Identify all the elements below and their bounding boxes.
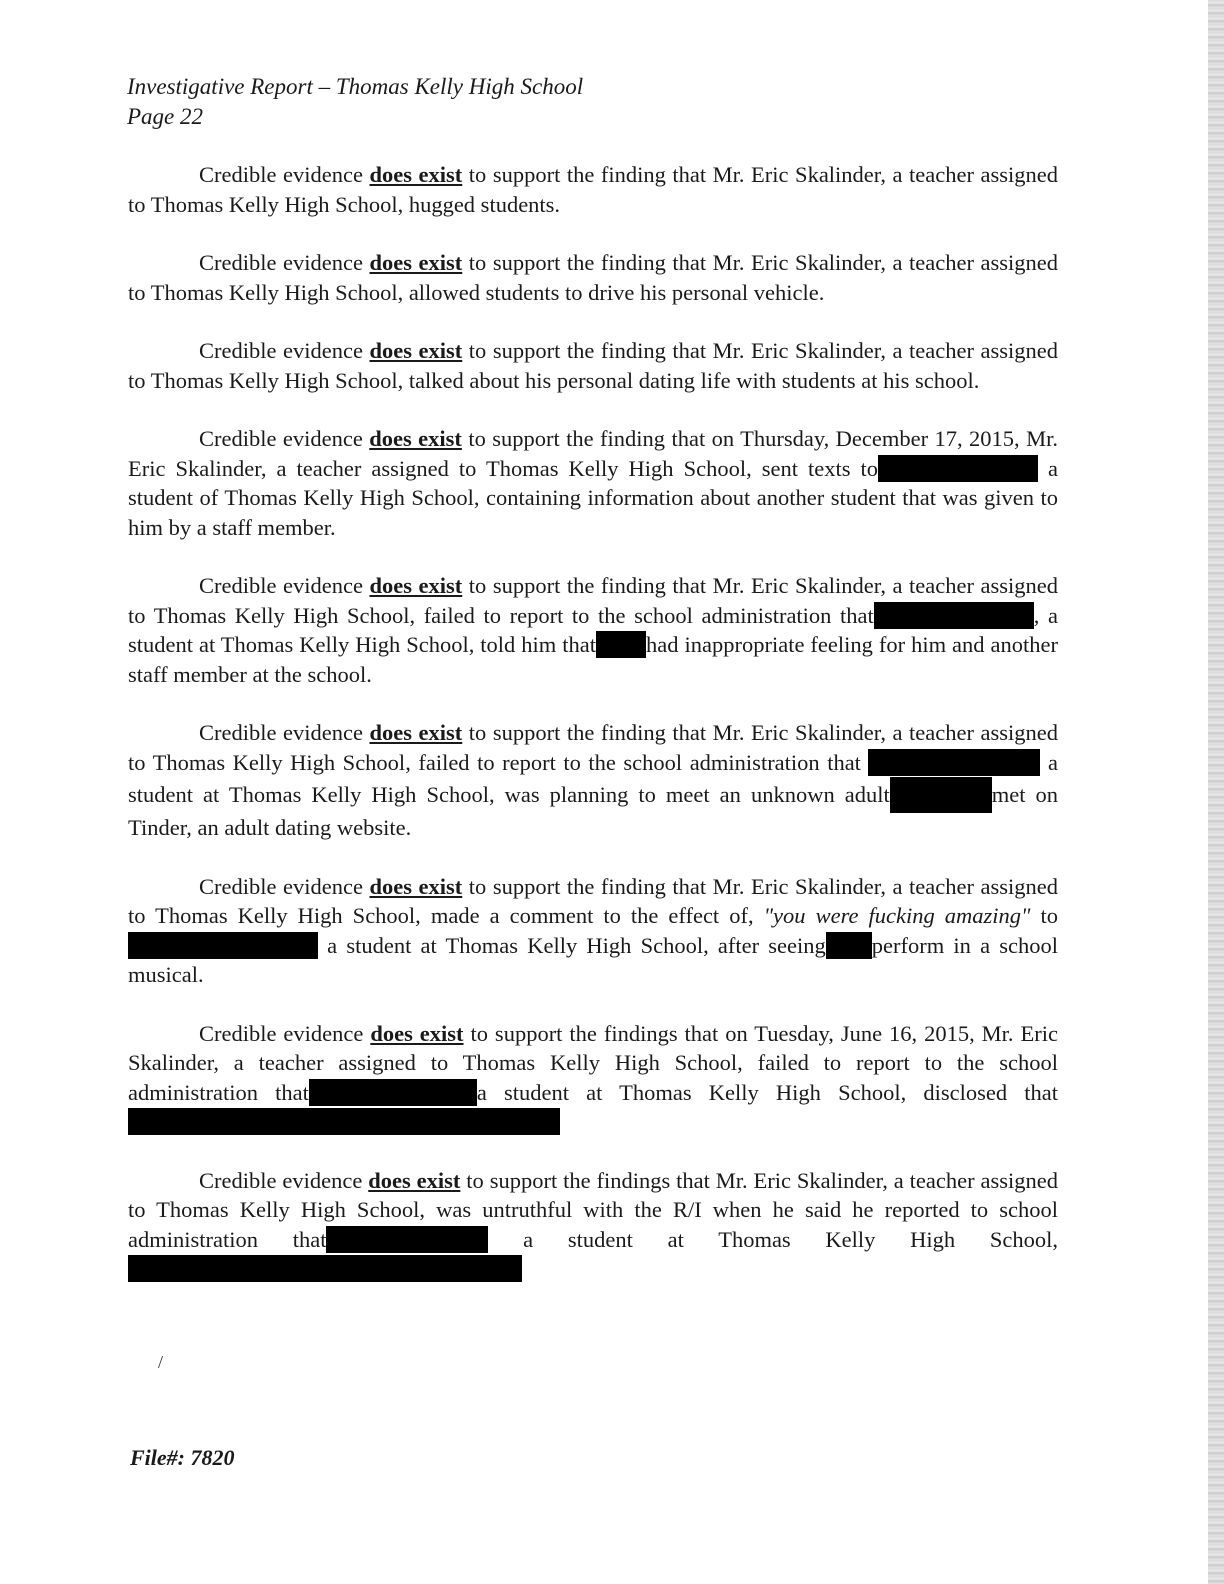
emphasis: does exist <box>369 250 463 275</box>
text-run: a student of Thomas Kelly High School, containing information about another student that was given to him by a staff member. <box>128 455 1058 540</box>
redaction-bar <box>128 1108 560 1135</box>
text-run: to support the finding that Mr. Eric Skalinder, a teacher assigned to Thomas Kelly High School, talked about his personal dating life with students at his school. <box>128 338 1058 393</box>
redaction-bar <box>128 932 318 959</box>
redaction-bar <box>868 749 1040 776</box>
emphasis: does exist <box>369 873 463 899</box>
redaction-bar <box>326 1226 488 1253</box>
emphasis: does exist <box>370 1020 464 1046</box>
redaction-bar <box>826 932 872 959</box>
redaction-bar <box>309 1079 477 1106</box>
text-run: a student at Thomas Kelly High School, after seeing <box>318 932 826 958</box>
emphasis: does exist <box>369 573 463 598</box>
text-run: Credible evidence <box>199 162 370 187</box>
emphasis: does exist <box>368 1167 461 1193</box>
text-run: to support the finding that Mr. Eric Skalinder, a teacher assigned to Thomas Kelly High School, made a comment to the effect of, <box>128 873 1058 928</box>
finding-paragraph <box>128 718 1058 843</box>
text-run: perform in a school musical. <box>128 932 1058 987</box>
report-title: Investigative Report – Thomas Kelly High School <box>127 74 584 99</box>
text-run: to support the finding that Mr. Eric Skalinder, a teacher assigned to Thomas Kelly High School, failed to report to the school administration that <box>128 720 1058 775</box>
file-number: File#: 7820 <box>130 1445 235 1470</box>
finding-paragraph <box>128 1019 1058 1137</box>
text-run: , a student at Thomas Kelly High School, told him that <box>128 602 1058 657</box>
text-run: a student at Thomas Kelly High School, <box>488 1226 1058 1252</box>
stray-mark: / <box>158 1352 164 1372</box>
finding-paragraph <box>128 424 1058 542</box>
redaction-bar <box>596 631 646 658</box>
finding-paragraph <box>128 336 1058 395</box>
text-run: to support the finding that Mr. Eric Skalinder, a teacher assigned to Thomas Kelly High School, allowed students to drive his personal vehicle. <box>128 250 1058 305</box>
text-run: Credible evidence <box>199 1020 371 1046</box>
text-run: Credible evidence <box>199 426 370 451</box>
finding-paragraph <box>128 571 1058 689</box>
findings-body <box>128 160 1058 1313</box>
text-run: a student at Thomas Kelly High School, was planning to meet an unknown adult <box>128 749 1058 807</box>
text-run: Credible evidence <box>199 1167 369 1193</box>
redaction-bar <box>878 455 1038 482</box>
finding-paragraph <box>128 248 1058 307</box>
emphasis: does exist <box>369 162 463 187</box>
text-run: to support the finding that Mr. Eric Skalinder, a teacher assigned to Thomas Kelly High School, failed to report to the school administration that <box>128 573 1058 628</box>
finding-paragraph <box>128 872 1058 990</box>
text-run: Credible evidence <box>199 250 370 275</box>
text-run: Credible evidence <box>199 573 370 598</box>
text-run: to <box>1030 903 1058 928</box>
quoted-comment: "you were fucking amazing" <box>763 903 1031 928</box>
text-run: Credible evidence <box>199 720 370 745</box>
redaction-bar <box>874 602 1034 629</box>
text-run: to support the finding that Mr. Eric Skalinder, a teacher assigned to Thomas Kelly High School, hugged students. <box>128 162 1058 217</box>
finding-paragraph <box>128 1166 1058 1284</box>
emphasis: does exist <box>369 338 463 363</box>
scan-edge <box>1208 0 1224 1584</box>
text-run: to support the findings that on Tuesday, June 16, 2015, Mr. Eric Skalinder, a teacher assigned to Thomas Kelly High School, failed to report to the school administration that <box>128 1020 1058 1105</box>
report-header <box>127 72 583 132</box>
finding-paragraph <box>128 160 1058 219</box>
text-run: to support the findings that Mr. Eric Skalinder, a teacher assigned to Thomas Kelly High School, was untruthful with the R/I when he said he reported to school administration that <box>128 1167 1058 1252</box>
text-run: a student at Thomas Kelly High School, disclosed that <box>476 1079 1058 1105</box>
text-run: had inappropriate feeling for him and another staff member at the school. <box>128 632 1058 687</box>
page-number: Page 22 <box>127 104 204 129</box>
emphasis: does exist <box>369 720 463 745</box>
redaction-bar <box>128 1255 522 1282</box>
redaction-bar <box>890 777 992 813</box>
emphasis: does exist <box>369 426 462 451</box>
text-run: Credible evidence <box>199 873 370 899</box>
text-run: met on Tinder, an adult dating website. <box>128 782 1058 840</box>
text-run: to support the finding that on Thursday, December 17, 2015, Mr. Eric Skalinder, a teacher assigned to Thomas Kelly High School, sent texts to <box>128 426 1058 481</box>
text-run: Credible evidence <box>199 338 370 363</box>
